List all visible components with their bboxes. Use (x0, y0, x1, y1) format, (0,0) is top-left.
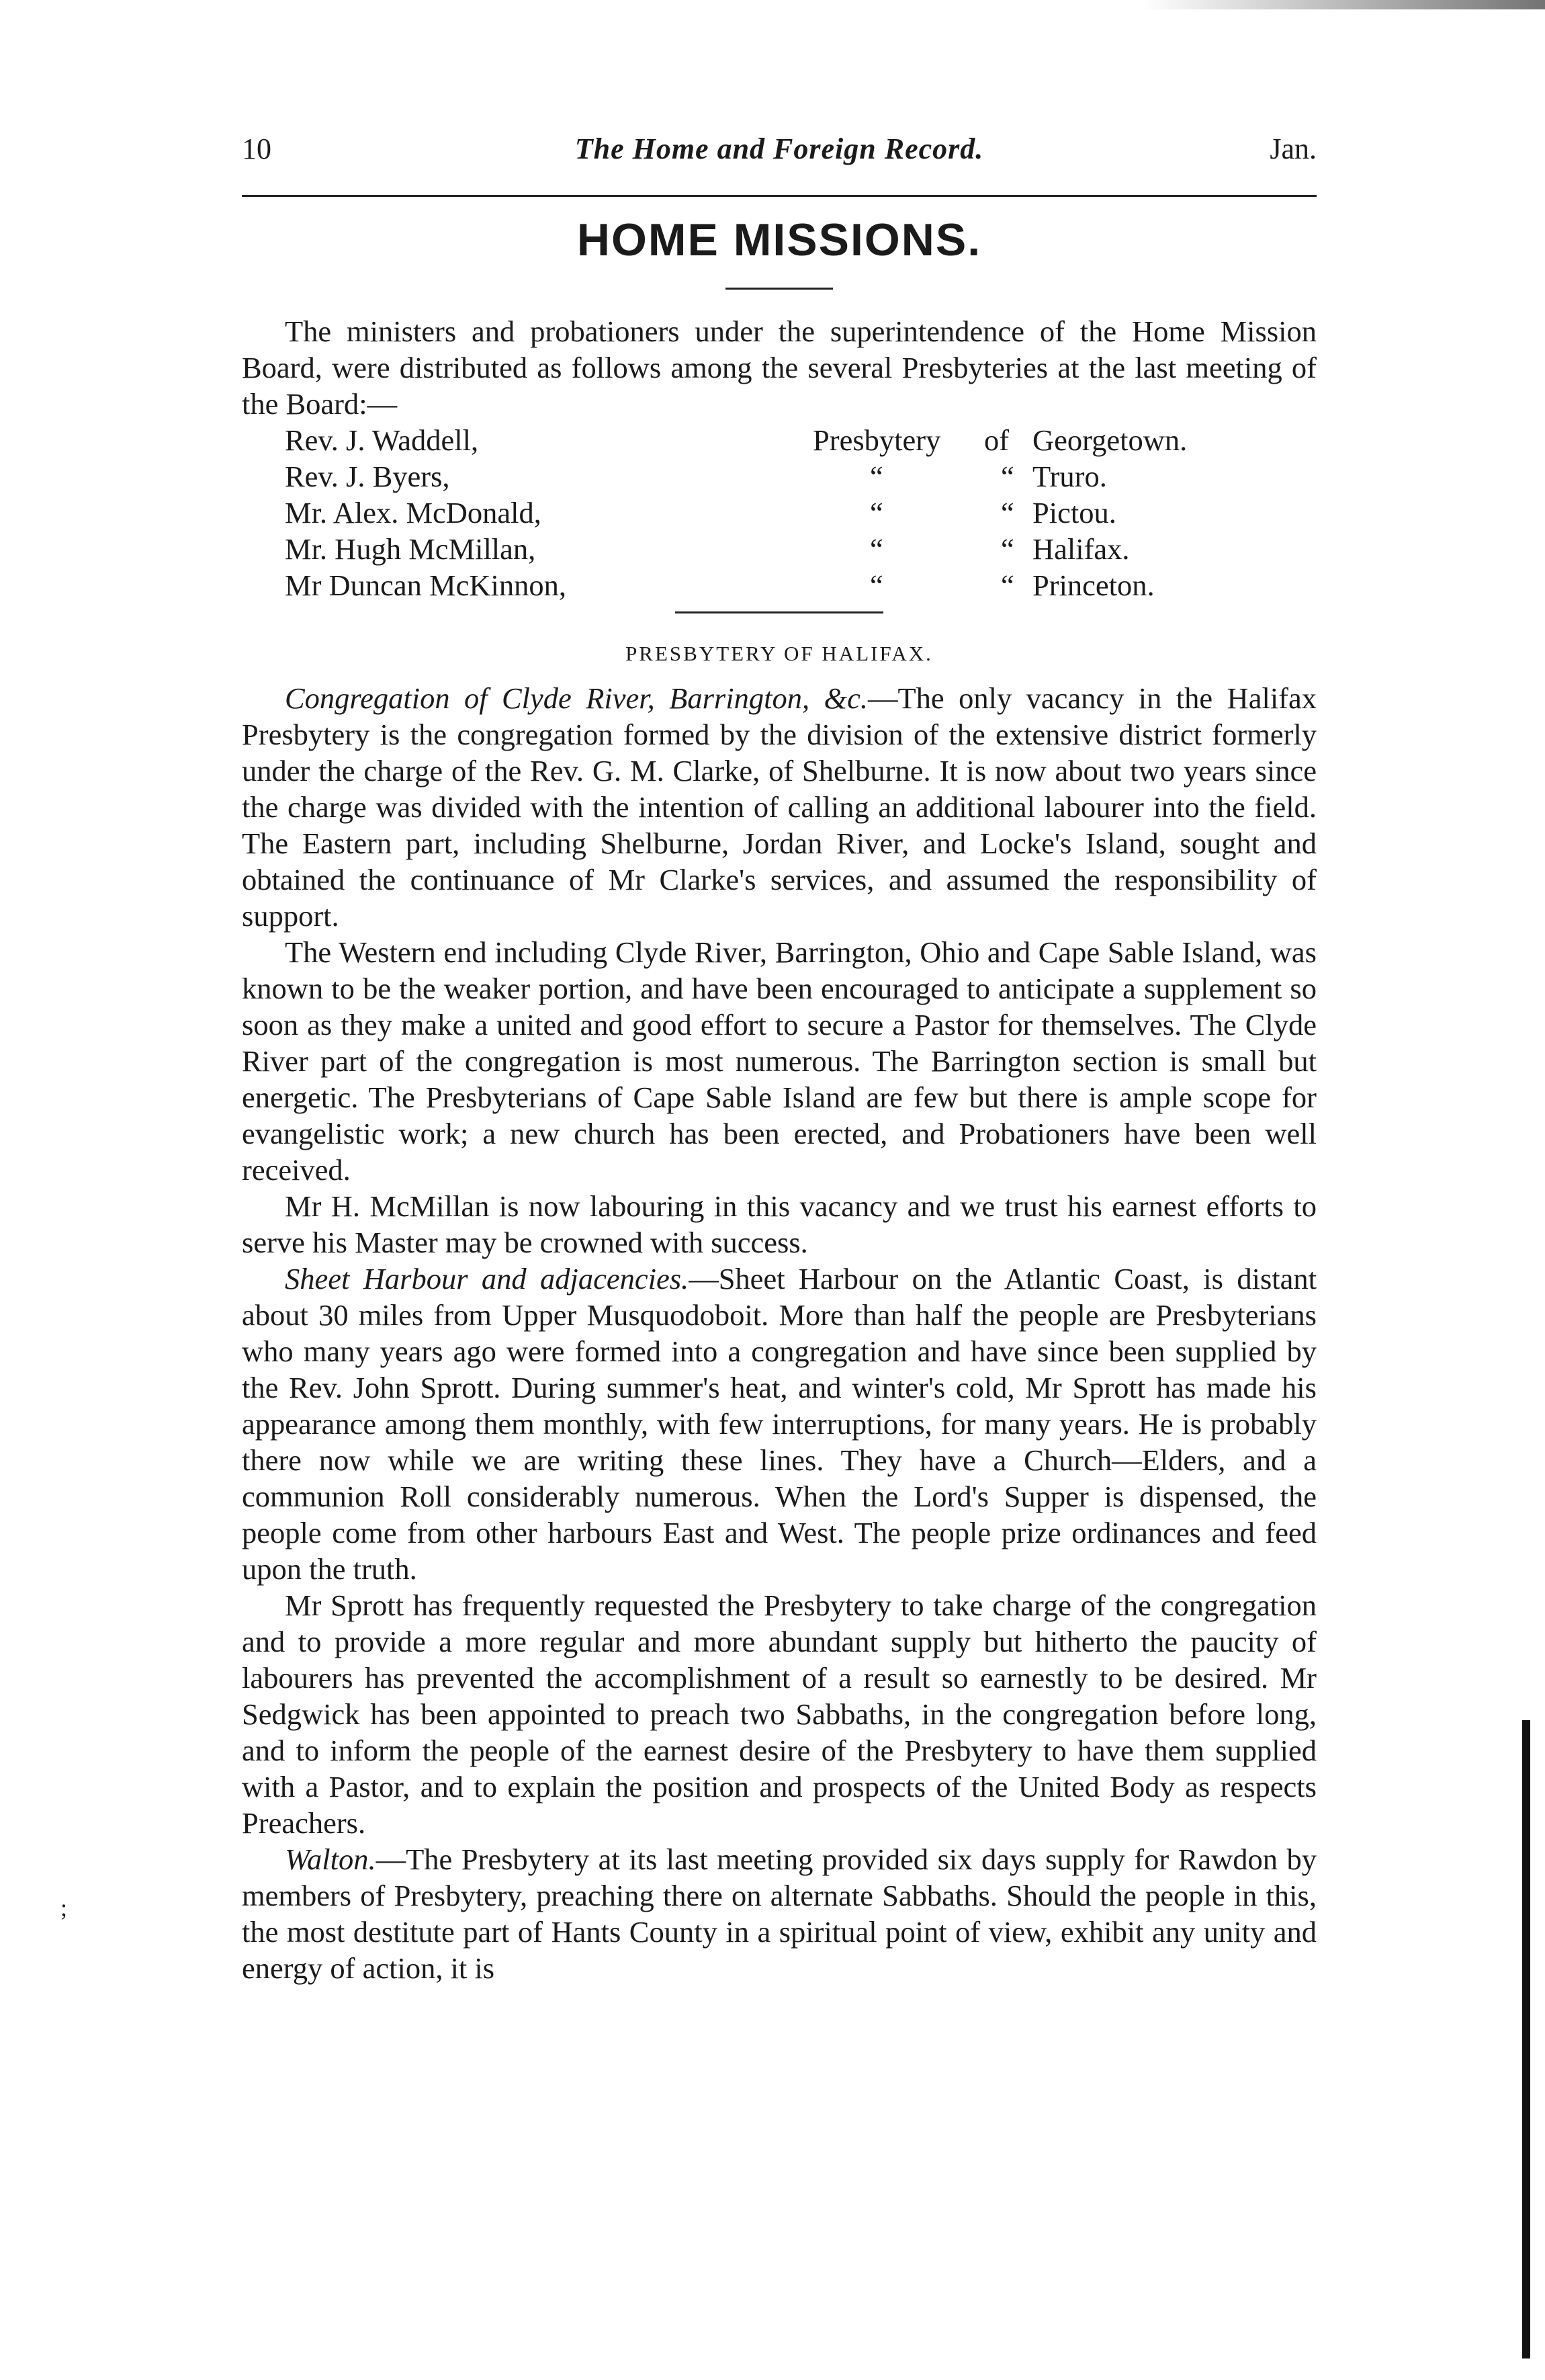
roster-name: Rev. J. Waddell, (285, 423, 479, 457)
roster-name: Mr Duncan McKinnon, (285, 568, 566, 602)
scan-edge-artifact (1142, 0, 1545, 9)
roster-place: Princeton. (1032, 568, 1155, 602)
paragraph-sprott (242, 1587, 1317, 1841)
paragraph-clyde-river (242, 680, 1317, 934)
roster-name: Mr. Alex. McDonald, (285, 496, 541, 529)
roster-ditto: “ (1001, 460, 1014, 493)
section-title: HOME MISSIONS. (576, 214, 982, 265)
roster-row (242, 422, 1317, 458)
roster-place: Pictou. (1032, 496, 1116, 529)
paragraph-walton (242, 1841, 1317, 1986)
roster-ditto: “ (870, 496, 883, 529)
journal-title: The Home and Foreign Record. (574, 132, 984, 165)
issue-month: Jan. (1270, 132, 1317, 165)
subheading: PRESBYTERY OF HALIFAX. (625, 642, 933, 665)
lead-sheet-harbour: Sheet Harbour and adjacencies. (285, 1262, 689, 1295)
roster-name: Mr. Hugh McMillan, (285, 532, 536, 566)
roster-name: Rev. J. Byers, (285, 460, 450, 493)
running-head (242, 132, 1317, 179)
text-western-end: The Western end including Clyde River, Barrington, Ohio and Cape Sable Island, was known to be the weaker portion, and have been encouraged to anticipate a supplement so soon as they make a united and good effort to secure a Pastor for themselves. The Clyde River part of the congregation is most numerous. The Barrington section is small but energetic. The Presbyterians of Cape Sable Island are few but there is ample scope for evangelistic work; a new church has been erected, and Probationers have been well received. (242, 935, 1317, 1187)
roster-ditto: “ (870, 532, 883, 566)
paragraph-mcmillan (242, 1188, 1317, 1261)
lead-walton: Walton. (285, 1842, 376, 1876)
paragraph-sheet-harbour (242, 1261, 1317, 1587)
roster-of: of (984, 423, 1010, 457)
margin-mark: ; (60, 1894, 68, 1921)
scan-edge-bar (1522, 1720, 1530, 2358)
roster-ditto: “ (1001, 532, 1014, 566)
page-number: 10 (242, 132, 271, 165)
intro-paragraph (242, 313, 1317, 422)
roster-table (242, 422, 1317, 603)
text-mcmillan: Mr H. McMillan is now labouring in this vacancy and we trust his earnest efforts to serve his Master may be crowned with success. (242, 1189, 1317, 1259)
article-body (242, 680, 1317, 1986)
text-sprott: Mr Sprott has frequently requested the Presbytery to take charge of the congregation and to provide a more regular and more abundant supply but hitherto the paucity of labourers has prevented the accomplishment of a result so earnestly to be desired. Mr Sedgwick has been appointed to preach two Sabbaths, in the congregation before long, and to inform the people of the earnest desire of the Presbytery to have them supplied with a Pastor, and to explain the position and prospects of the United Body as respects Preachers. (242, 1588, 1317, 1840)
text-clyde-river: —The only vacancy in the Halifax Presbytery is the congregation formed by the division of the extensive district formerly under the charge of the Rev. G. M. Clarke, of Shelburne. It is now about two years since the charge was divided with the intention of calling an additional labourer into the field. The Eastern part, including Shelburne, Jordan River, and Locke's Island, sought and obtained the continuance of Mr Clarke's services, and assumed the responsibility of support. (242, 681, 1317, 933)
roster-row (242, 458, 1317, 495)
text-walton: —The Presbytery at its last meeting provided six days supply for Rawdon by members of Presbytery, preaching there on alternate Sabbaths. Should the people in this, the most destitute part of Hants County in a spiritual point of view, exhibit any unity and energy of action, it is (242, 1842, 1317, 1985)
roster-row (242, 531, 1317, 567)
roster-ditto: “ (1001, 496, 1014, 529)
intro-text: The ministers and probationers under the superintendence of the Home Mission Board, were distributed as follows among the several Presbyteries at the last meeting of the Board:— (242, 314, 1317, 421)
roster-place: Georgetown. (1032, 423, 1188, 457)
roster-place: Halifax. (1032, 532, 1130, 566)
roster-row (242, 495, 1317, 531)
roster-place: Truro. (1032, 460, 1107, 493)
roster-presbytery: Presbytery (813, 423, 941, 457)
roster-rule (675, 611, 883, 613)
roster-ditto: “ (870, 460, 883, 493)
text-sheet-harbour: —Sheet Harbour on the Atlantic Coast, is distant about 30 miles from Upper Musquodoboit. More than half the people are Presbyterians who many years ago were formed into a congregation and have since been supplied by the Rev. John Sprott. During summer's heat, and winter's cold, Mr Sprott has made his appearance among them monthly, with few interruptions, for many years. He is probably there now while we are writing these lines. They have a Church—Elders, and a communion Roll considerably numerous. When the Lord's Supper is dispensed, the people come from other harbours East and West. The people prize ordinances and feed upon the truth. (242, 1262, 1317, 1586)
title-rule (725, 288, 833, 290)
roster-ditto: “ (870, 568, 883, 602)
header-rule (242, 195, 1317, 197)
paragraph-western-end (242, 934, 1317, 1188)
roster-row (242, 567, 1317, 603)
lead-clyde-river: Congregation of Clyde River, Barrington, &c. (285, 681, 868, 715)
roster-ditto: “ (1001, 568, 1014, 602)
